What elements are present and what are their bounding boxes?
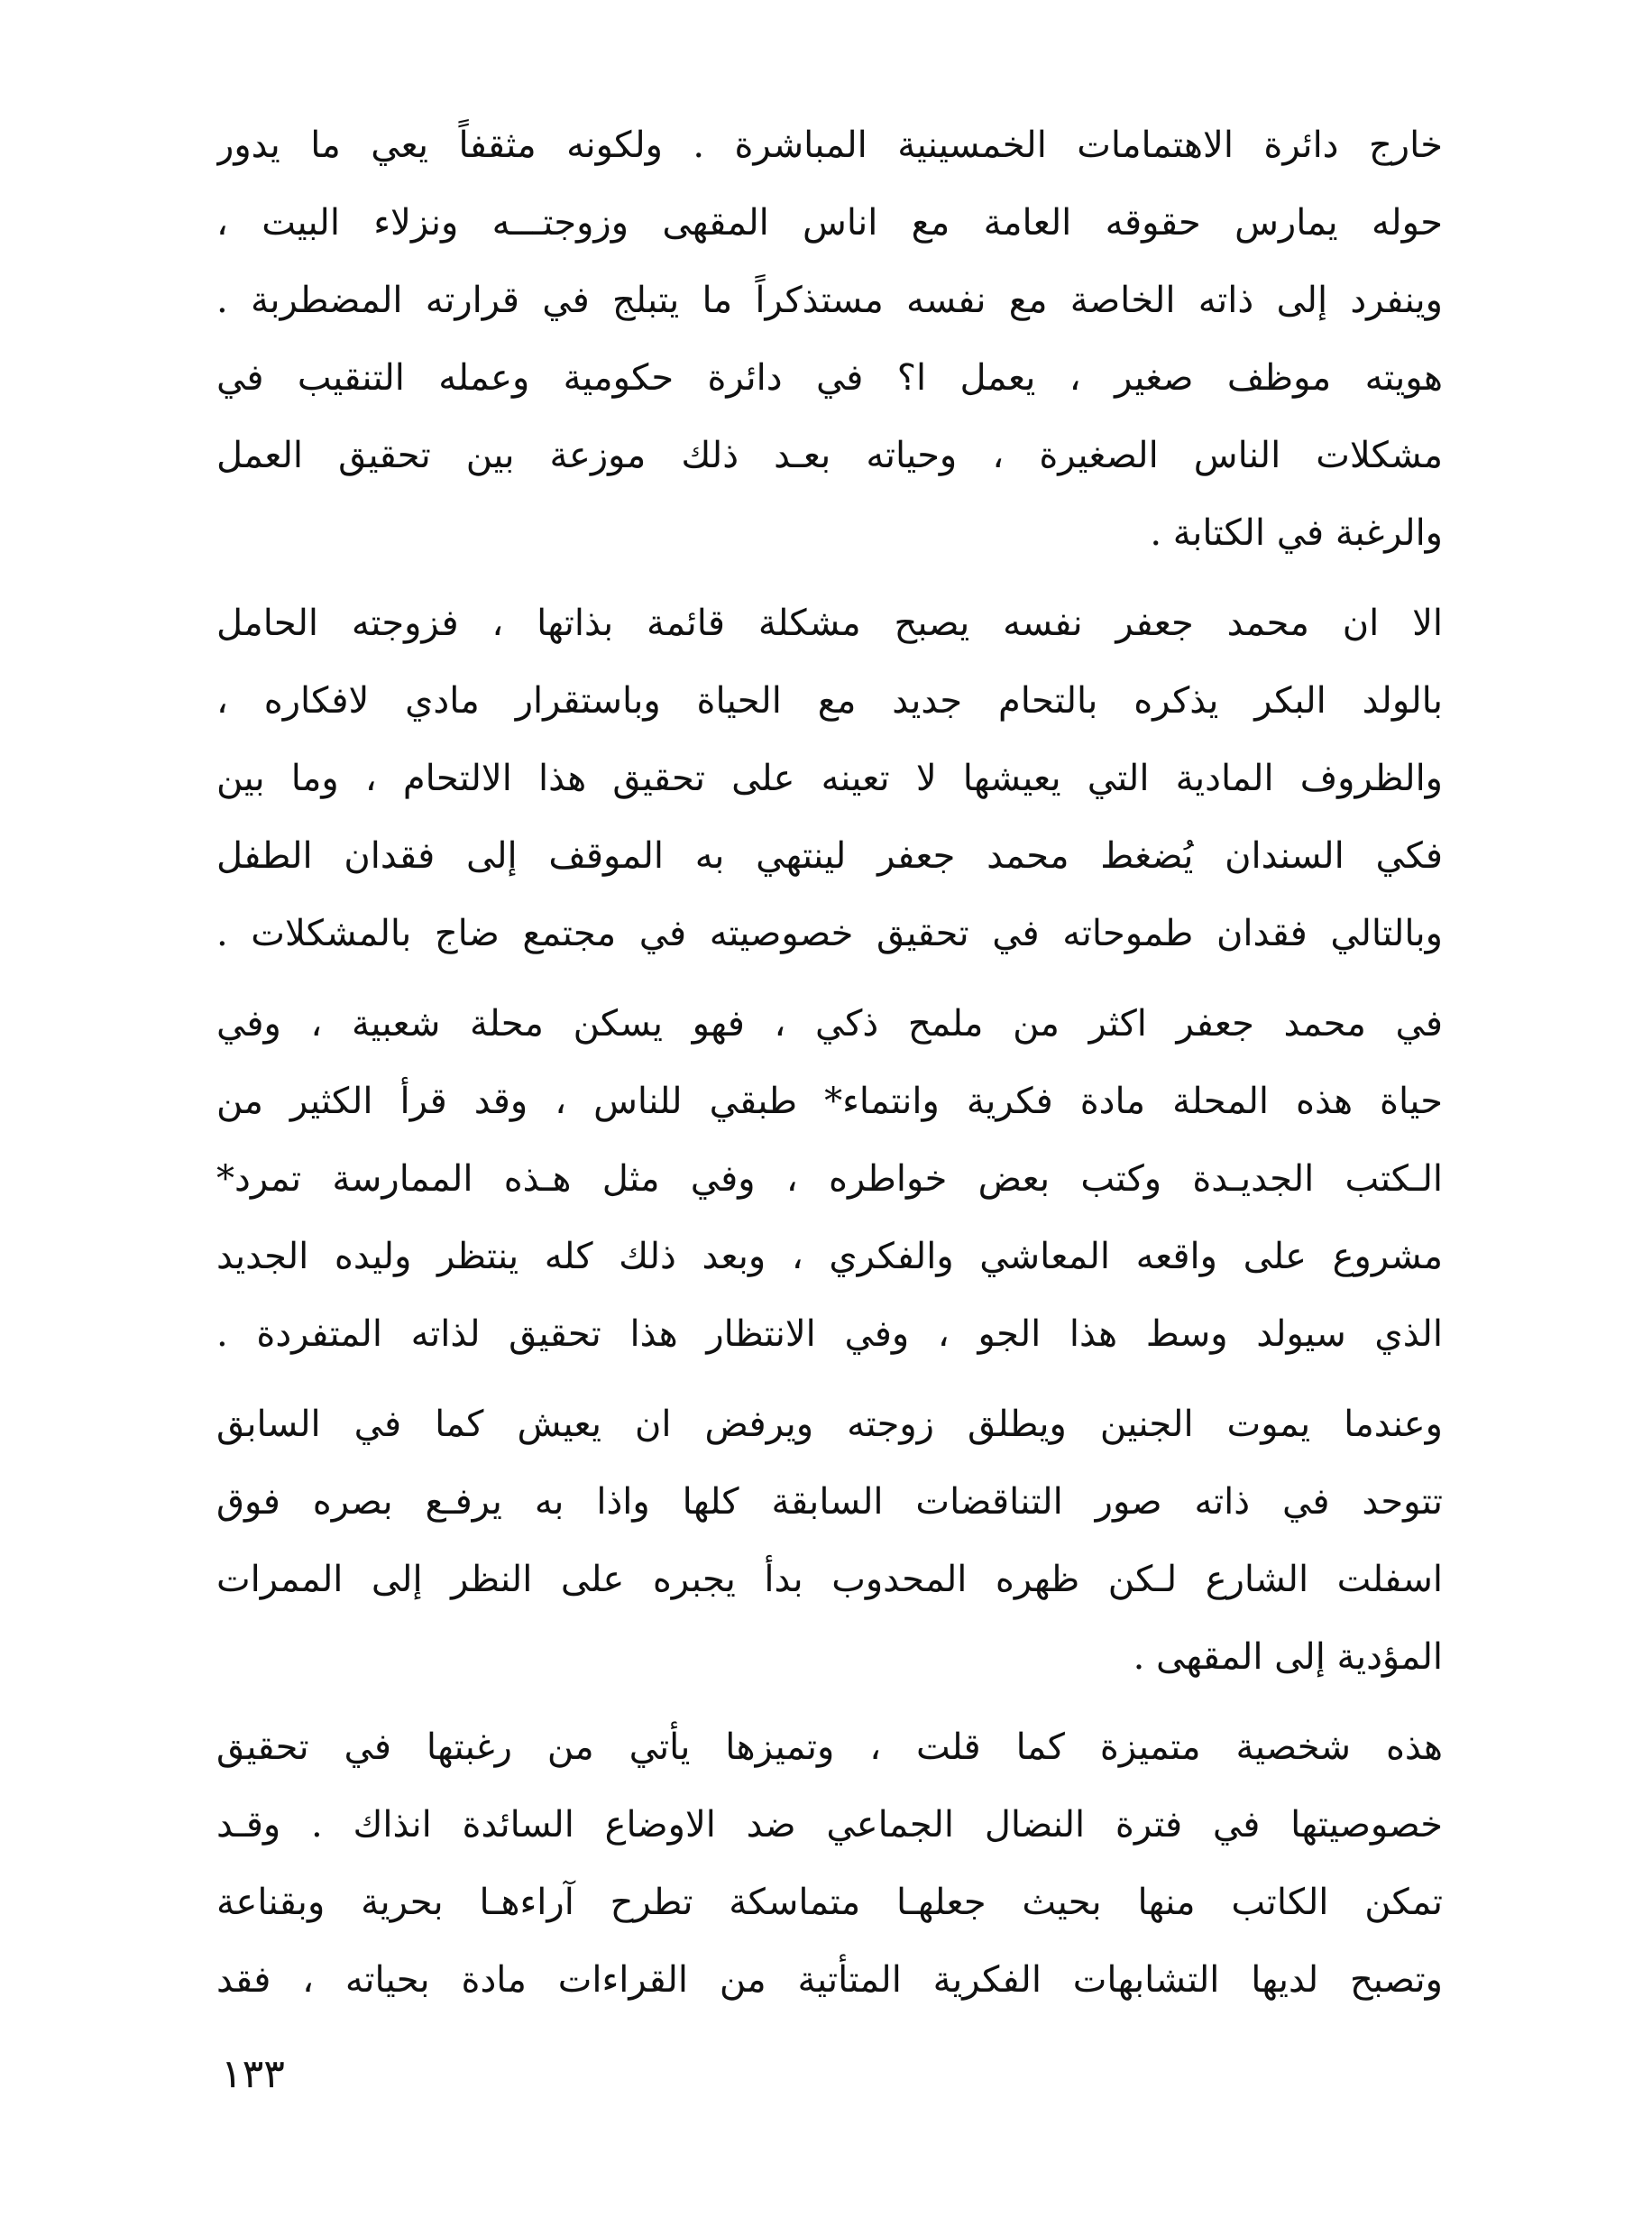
text-line: هذه شخصية متميزة كما قلت ، وتميزها يأتي من رغبتها في تحقيق — [216, 1726, 1443, 1768]
text-line: مشروع على واقعه المعاشي والفكري ، وبعد ذلك كله ينتظر وليده الجديد — [216, 1236, 1443, 1277]
text-line: والظروف المادية التي يعيشها لا تعينه على تحقيق هذا الالتحام ، وما بين — [216, 758, 1443, 799]
page-number: ١٣٣ — [221, 2051, 285, 2097]
body-text — [216, 106, 1443, 2031]
paragraph-1 — [216, 106, 1443, 572]
text-line: وينفرد إلى ذاته الخاصة مع نفسه مستذكراً ما يتبلج في قرارته المضطربة . — [216, 280, 1443, 321]
text-line: الـكتب الجديـدة وكتب بعض خواطره ، وفي مثل هـذه الممارسة تمرد* — [216, 1158, 1443, 1200]
paragraph-4 — [216, 1385, 1443, 1696]
text-line: الذي سيولد وسط هذا الجو ، وفي الانتظار هذا تحقيق لذاته المتفردة . — [216, 1313, 1443, 1355]
text-line: فكي السندان يُضغط محمد جعفر لينتهي به الموقف إلى فقدان الطفل — [216, 835, 1443, 877]
paragraph-5 — [216, 1708, 1443, 2019]
text-line: بالولد البكر يذكره بالتحام جديد مع الحياة وباستقرار مادي لافكاره ، — [216, 680, 1443, 722]
text-line: خارج دائرة الاهتمامات الخمسينية المباشرة . ولكونه مثقفاً يعي ما يدور — [216, 124, 1443, 166]
paragraph-2 — [216, 585, 1443, 972]
text-line: اسفلت الشارع لـكن ظهره المحدوب بدأ يجبره على النظر إلى الممرات — [216, 1559, 1443, 1600]
text-line: تتوحد في ذاته صور التناقضات السابقة كلها واذا به يرفـع بصره فوق — [216, 1481, 1443, 1523]
text-line: مشكلات الناس الصغيرة ، وحياته بعـد ذلك موزعة بين تحقيق العمل — [216, 435, 1443, 476]
paragraph-3 — [216, 985, 1443, 1373]
text-line: حوله يمارس حقوقه العامة مع اناس المقهى وزوجتـــه ونزلاء البيت ، — [216, 202, 1443, 244]
text-line: في محمد جعفر اكثر من ملمح ذكي ، فهو يسكن محلة شعبية ، وفي — [216, 1003, 1443, 1045]
text-line: وعندما يموت الجنين ويطلق زوجته ويرفض ان يعيش كما في السابق — [216, 1404, 1443, 1445]
text-line: وتصبح لديها التشابهات الفكرية المتأتية من القراءات مادة بحياته ، فقد — [216, 1959, 1443, 2001]
text-line: تمكن الكاتب منها بحيث جعلهـا متماسكة تطرح آراءهـا بحرية وبقناعة — [216, 1882, 1443, 1923]
text-line: هويته موظف صغير ، يعمل ا؟ في دائرة حكومية وعمله التنقيب في — [216, 357, 1443, 399]
text-line: الا ان محمد جعفر نفسه يصبح مشكلة قائمة بذاتها ، فزوجته الحامل — [216, 603, 1443, 644]
text-line: خصوصيتها في فترة النضال الجماعي ضد الاوضاع السائدة انذاك . وقـد — [216, 1804, 1443, 1846]
text-line: حياة هذه المحلة مادة فكرية وانتماء* طبقي للناس ، وقد قرأ الكثير من — [216, 1081, 1443, 1122]
text-line: والرغبة في الكتابة . — [1150, 512, 1443, 554]
text-line: وبالتالي فقدان طموحاته في تحقيق خصوصيته في مجتمع ضاج بالمشكلات . — [216, 913, 1443, 954]
text-line: المؤدية إلى المقهى . — [1133, 1636, 1443, 1678]
